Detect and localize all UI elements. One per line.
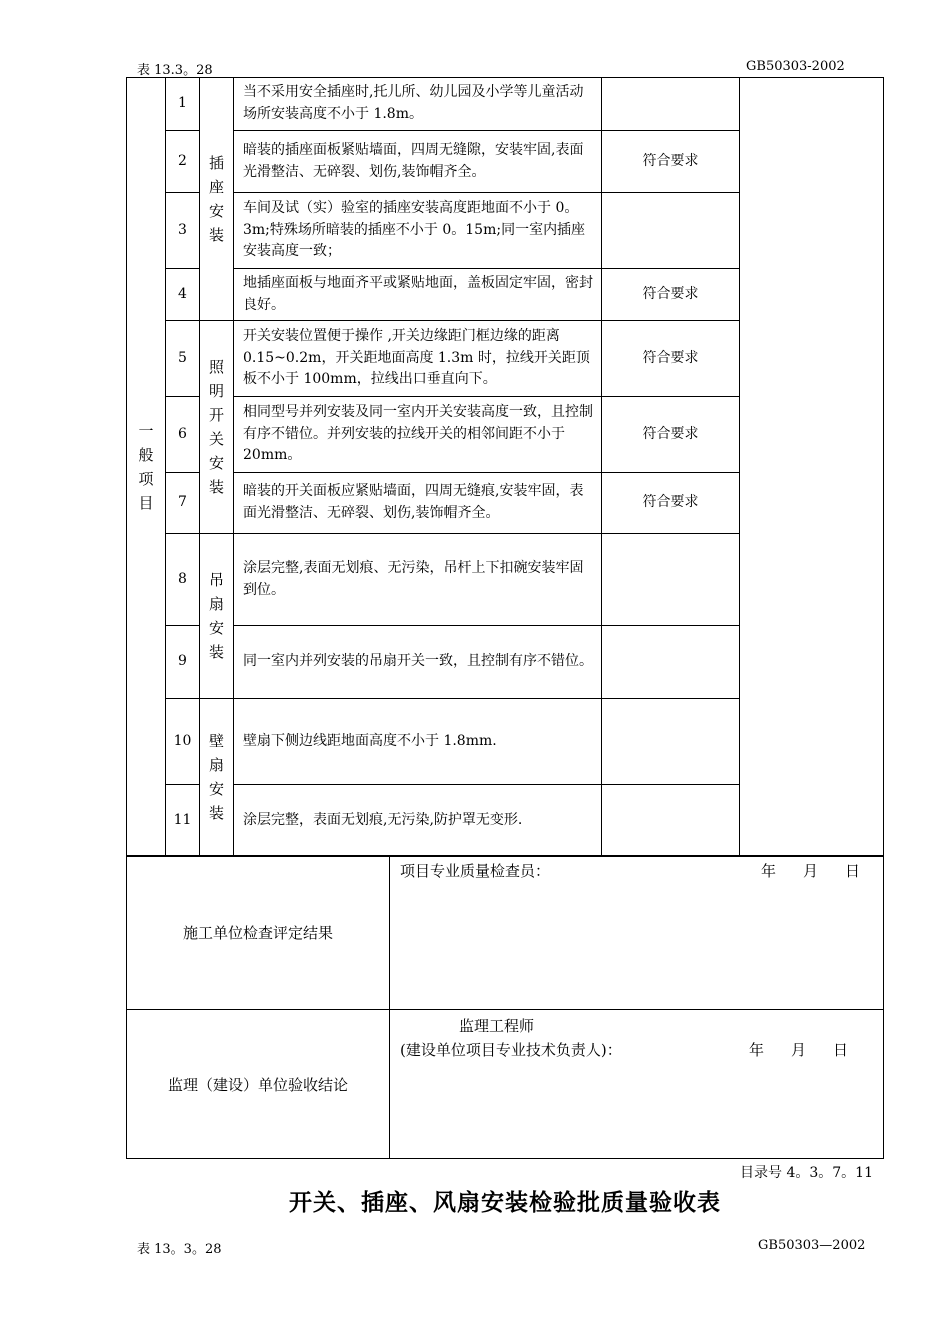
inspection-table <box>126 77 884 857</box>
item-text: 地插座面板与地面齐平或紧贴地面，盖板固定牢固，密封良好。 <box>234 269 602 321</box>
item-text: 当不采用安全插座时,托儿所、幼儿园及小学等儿童活动场所安装高度不小于 1.8m。 <box>234 78 602 131</box>
group-wall-fan: 壁扇安装 <box>200 699 234 857</box>
check-result <box>602 534 740 626</box>
table-row <box>127 78 884 131</box>
supervision-conclusion-label: 监理（建设）单位验收结论 <box>127 1010 390 1159</box>
check-result <box>602 785 740 857</box>
engineer-sub-label: (建设单位项目专业技术负责人)： <box>400 1041 622 1059</box>
item-text: 相同型号并列安装及同一室内开关安装高度一致，且控制有序不错位。并列安装的拉线开关的相邻间距不小于 20mm。 <box>234 397 602 473</box>
engineer-label: 监理工程师 <box>459 1017 535 1035</box>
check-result <box>602 193 740 269</box>
row-number: 2 <box>166 131 200 193</box>
construction-result-label: 施工单位检查评定结果 <box>127 856 390 1010</box>
item-text: 车间及试（实）验室的插座安装高度距地面不小于 0。3m;特殊场所暗装的插座不小于 0。15m;同一室内插座安装高度一致； <box>234 193 602 269</box>
group-socket: 插座安装 <box>200 78 234 321</box>
category-cell <box>127 78 166 857</box>
item-text: 开关安装位置便于操作 ,开关边缘距门框边缘的距离 0.15~0.2m，开关距地面高度 1.3m 时，拉线开关距顶板不小于 100mm，拉线出口垂直向下。 <box>234 321 602 397</box>
check-result <box>602 78 740 131</box>
date-day: 日 <box>833 1041 849 1059</box>
item-text: 暗装的开关面板应紧贴墙面，四周无缝痕,安装牢固，表面光滑整洁、无碎裂、划伤,装饰帽齐全。 <box>234 473 602 534</box>
signoff-table <box>126 855 884 1159</box>
check-result <box>602 699 740 785</box>
row-number: 5 <box>166 321 200 397</box>
date-day: 日 <box>845 862 861 880</box>
group-switch: 照明开关安装 <box>200 321 234 534</box>
item-text: 暗装的插座面板紧贴墙面，四周无缝隙，安装牢固,表面光滑整洁、无碎裂、划伤,装饰帽齐全。 <box>234 131 602 193</box>
row-number: 7 <box>166 473 200 534</box>
category-label: 一般项目 <box>138 421 154 512</box>
form-number: 表 13.3。28 <box>137 63 213 78</box>
row-number: 10 <box>166 699 200 785</box>
standard-code: GB50303—2002 <box>758 1238 866 1253</box>
date-month: 月 <box>803 862 819 880</box>
item-text: 同一室内并列安装的吊扇开关一致，且控制有序不错位。 <box>234 626 602 699</box>
date-year: 年 <box>761 862 777 880</box>
check-result: 符合要求 <box>602 131 740 193</box>
check-result: 符合要求 <box>602 269 740 321</box>
check-result: 符合要求 <box>602 321 740 397</box>
row-number: 1 <box>166 78 200 131</box>
inspector-label: 项目专业质量检查员： <box>400 862 551 880</box>
row-number: 8 <box>166 534 200 626</box>
supervision-conclusion-content <box>390 1010 884 1159</box>
standard-code: GB50303-2002 <box>746 59 845 74</box>
construction-result-content <box>390 856 884 1010</box>
row-number: 6 <box>166 397 200 473</box>
item-text: 壁扇下侧边线距地面高度不小于 1.8mm. <box>234 699 602 785</box>
form-title: 开关、插座、风扇安装检验批质量验收表 <box>289 1189 721 1216</box>
supervision-column <box>740 78 884 857</box>
check-result <box>602 626 740 699</box>
row-number: 3 <box>166 193 200 269</box>
row-number: 9 <box>166 626 200 699</box>
check-result: 符合要求 <box>602 473 740 534</box>
form-number: 表 13。3。28 <box>137 1242 222 1257</box>
item-text: 涂层完整,表面无划痕、无污染，吊杆上下扣碗安装牢固到位。 <box>234 534 602 626</box>
row-number: 4 <box>166 269 200 321</box>
catalog-number: 目录号 4。3。7。11 <box>740 1165 873 1181</box>
date-year: 年 <box>749 1041 765 1059</box>
row-number: 11 <box>166 785 200 857</box>
check-result: 符合要求 <box>602 397 740 473</box>
group-ceiling-fan: 吊扇安装 <box>200 534 234 699</box>
date-month: 月 <box>791 1041 807 1059</box>
item-text: 涂层完整，表面无划痕,无污染,防护罩无变形. <box>234 785 602 857</box>
